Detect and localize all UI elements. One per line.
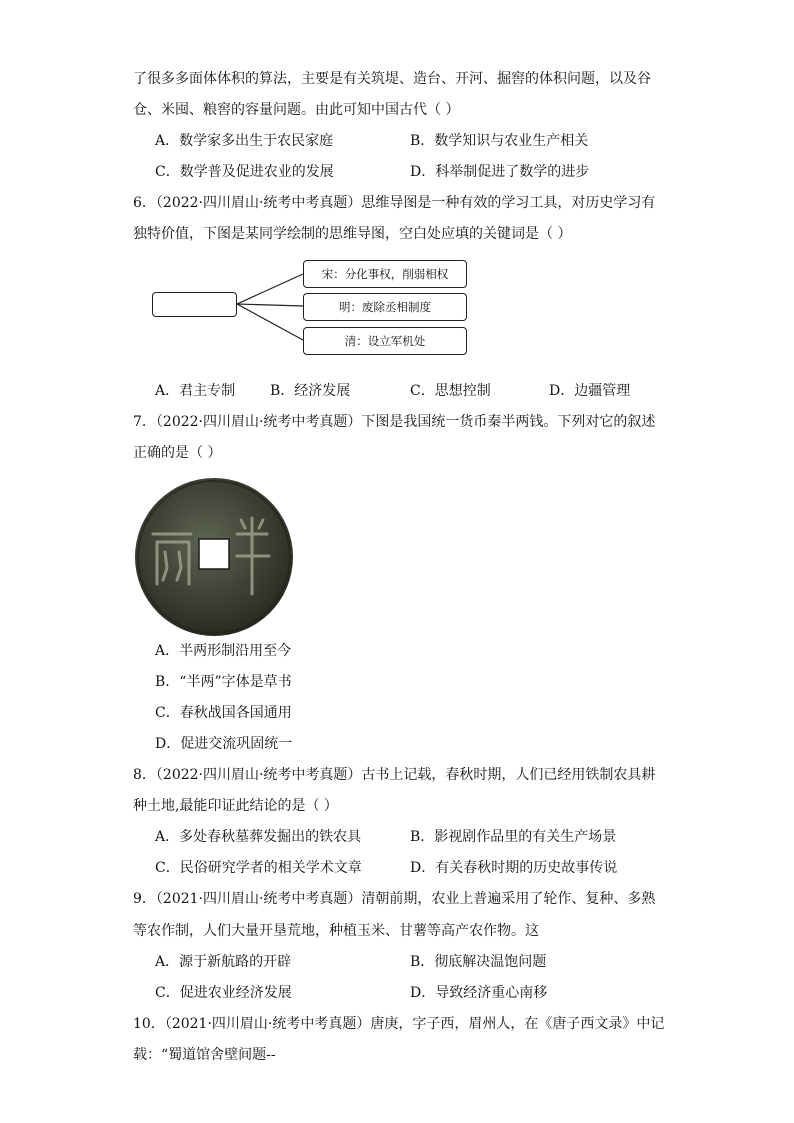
q9-option-b[interactable]: B．彻底解决温饱问题 (410, 954, 547, 970)
q10-text-line1: 10．（2021·四川眉山·统考中考真题）唐庚，字子西，眉州人，在《唐子西文录》中记 (133, 1016, 665, 1032)
q8-text-line1: 8．（2022·四川眉山·统考中考真题）古书上记载，春秋时期，人们已经用铁制农具耕 (133, 767, 656, 783)
q7-text-line1: 7．（2022·四川眉山·统考中考真题）下图是我国统一货币秦半两钱。下列对它的叙述 (133, 414, 656, 430)
q7-option-c[interactable]: C．春秋战国各国通用 (155, 705, 292, 721)
banliang-coin-image (133, 476, 295, 638)
q10-text-line2: 载：“蜀道馆舍壁间题-- (133, 1047, 276, 1063)
q8-option-c[interactable]: C．民俗研究学者的相关学术文章 (155, 860, 362, 876)
q5-text-line2: 仓、米囤、粮窖的容量问题。由此可知中国古代（ ） (133, 102, 460, 118)
q7-text-line2: 正确的是（ ） (133, 445, 222, 461)
q9-option-c[interactable]: C．促进农业经济发展 (155, 985, 292, 1001)
q8-option-a[interactable]: A．多处春秋墓葬发掘出的铁农具 (155, 829, 362, 845)
q7-option-b[interactable]: B．“半两”字体是草书 (155, 674, 292, 690)
q9-option-a[interactable]: A．源于新航路的开辟 (155, 954, 292, 970)
q5-option-a[interactable]: A．数学家多出生于农民家庭 (155, 133, 334, 149)
mindmap-branch-ming: 明：废除丞相制度 (303, 293, 467, 321)
q5-option-c[interactable]: C．数学普及促进农业的发展 (155, 164, 334, 180)
q6-text-line2: 独特价值，下图是某同学绘制的思维导图，空白处应填的关键词是（ ） (133, 226, 572, 242)
q9-text-line1: 9．（2021·四川眉山·统考中考真题）清朝前期，农业上普遍采用了轮作、复种、多熟 (133, 891, 656, 907)
q5-text-line1: 了很多多面体体积的算法，主要是有关筑堤、造台、开河、掘窖的体积问题，以及谷 (133, 71, 651, 87)
q6-option-d[interactable]: D．边疆管理 (549, 383, 631, 399)
mindmap-branch-qing: 清：设立军机处 (303, 327, 467, 355)
q6-option-a[interactable]: A．君主专制 (155, 383, 236, 399)
q5-option-d[interactable]: D．科举制促进了数学的进步 (410, 164, 590, 180)
q5-option-b[interactable]: B．数学知识与农业生产相关 (410, 133, 589, 149)
q6-option-b[interactable]: B．经济发展 (270, 383, 351, 399)
q7-option-d[interactable]: D．促进交流巩固统一 (155, 736, 293, 752)
q9-text-line2: 等农作制，人们大量开垦荒地，种植玉米、甘薯等高产农作物。这 (133, 923, 539, 939)
q6-option-c[interactable]: C．思想控制 (410, 383, 491, 399)
mindmap-branch-song: 宋：分化事权，削弱相权 (303, 260, 467, 288)
q8-option-b[interactable]: B．影视剧作品里的有关生产场景 (410, 829, 617, 845)
q8-option-d[interactable]: D．有关春秋时期的历史故事传说 (410, 860, 618, 876)
q8-text-line2: 种土地,最能印证此结论的是（ ） (133, 798, 338, 814)
q6-text-line1: 6．（2022·四川眉山·统考中考真题）思维导图是一种有效的学习工具，对历史学习有 (133, 195, 656, 211)
q7-option-a[interactable]: A．半两形制沿用至今 (155, 643, 292, 659)
q9-option-d[interactable]: D．导致经济重心南移 (410, 985, 548, 1001)
